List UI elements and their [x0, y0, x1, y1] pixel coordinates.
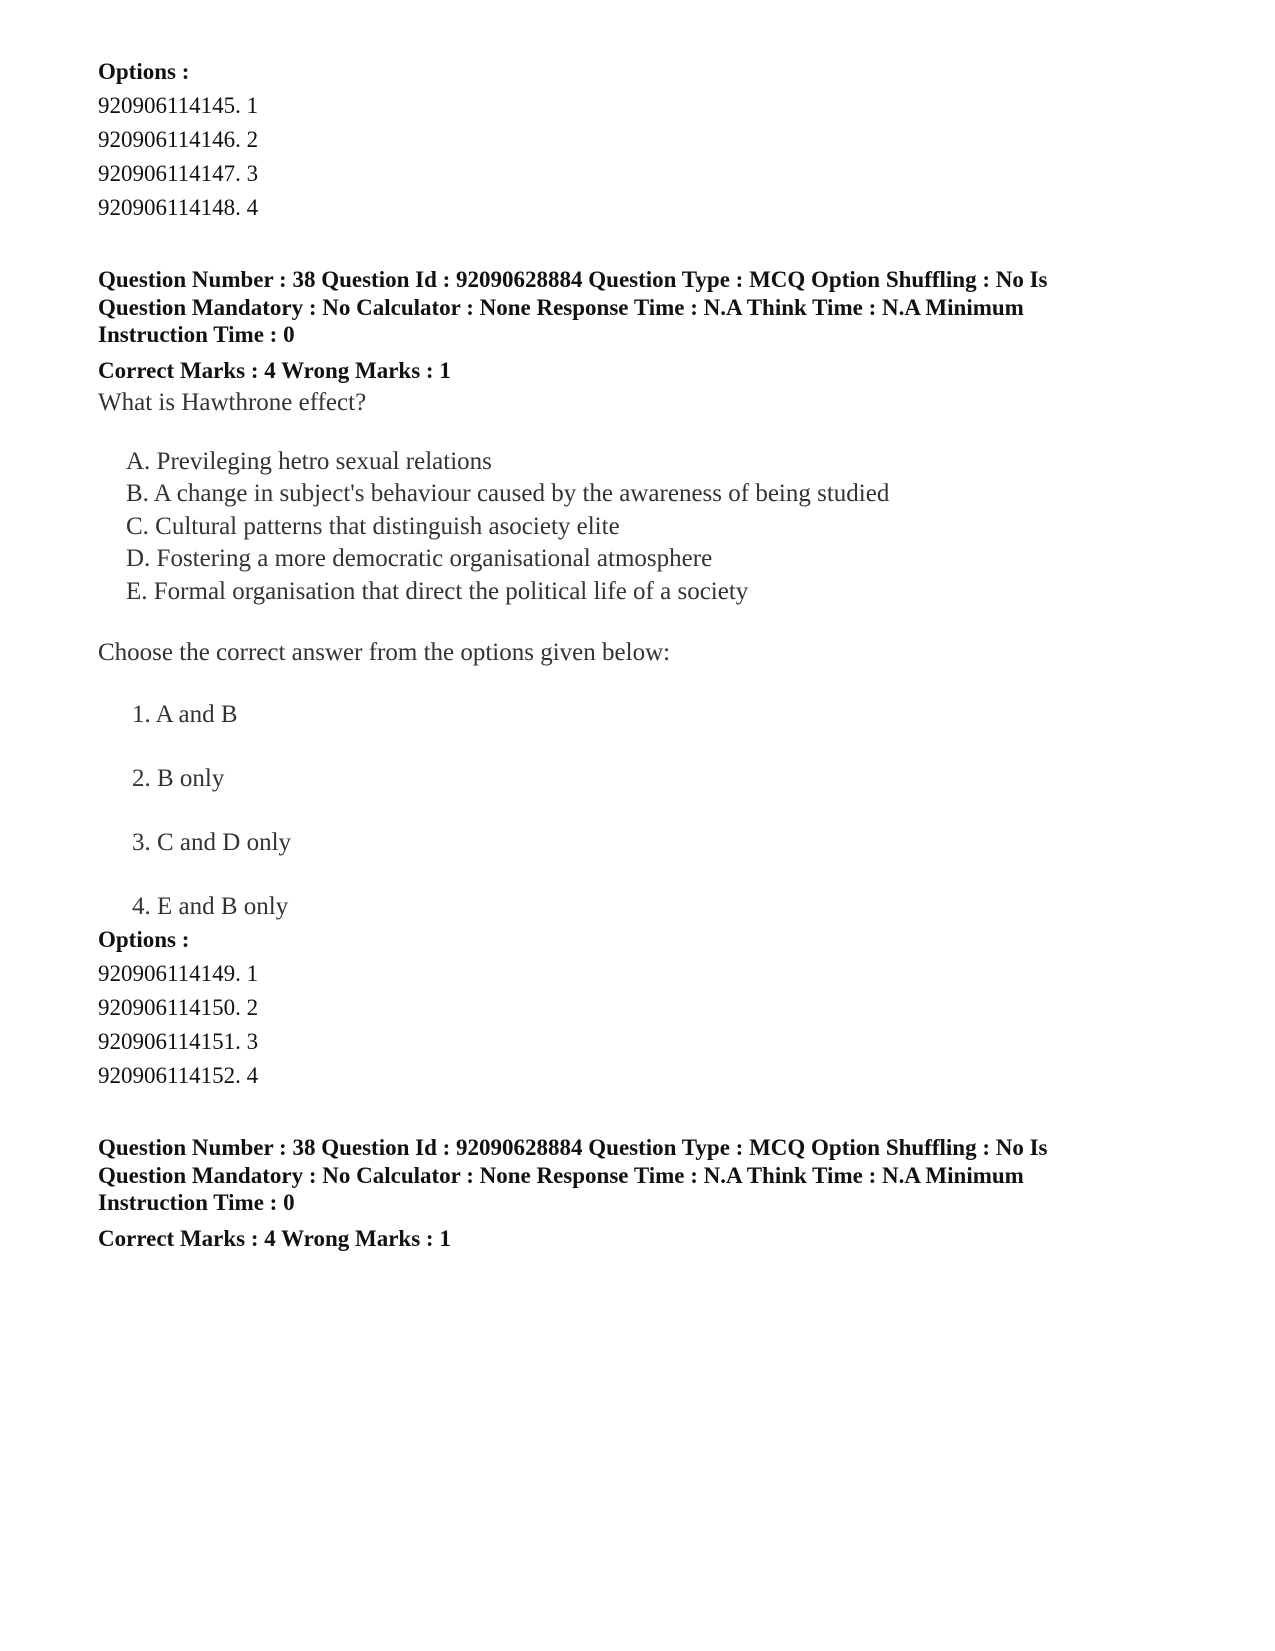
- document-page: [98, 58, 1188, 1252]
- answer-item: 1. A and B: [132, 701, 238, 728]
- option-item: 920906114145. 1: [98, 93, 259, 118]
- question-meta-line: Question Mandatory : No Calculator : None Response Time : N.A Think Time : N.A Minimum: [98, 294, 1024, 320]
- next-question-block: [98, 1134, 1188, 1252]
- statement-item: A. Previleging hetro sexual relations: [126, 447, 492, 475]
- choose-instruction: Choose the correct answer from the options given below:: [98, 639, 671, 666]
- question-marks: Correct Marks : 4 Wrong Marks : 1: [98, 1225, 451, 1251]
- options-block-bottom: [98, 926, 1188, 1093]
- statement-item: E. Formal organisation that direct the political life of a society: [126, 577, 749, 605]
- option-item: 920906114152. 4: [98, 1063, 259, 1088]
- options-label: Options :: [98, 59, 190, 84]
- question-meta-line: Question Number : 38 Question Id : 92090628884 Question Type : MCQ Option Shuffling : No Is: [98, 1135, 1048, 1160]
- answer-item: 2. B only: [132, 765, 225, 792]
- option-item: 920906114147. 3: [98, 161, 259, 186]
- question-marks: Correct Marks : 4 Wrong Marks : 1: [98, 357, 451, 383]
- statement-list: [98, 446, 1188, 609]
- options-list: [98, 957, 1188, 1093]
- statement-item: D. Fostering a more democratic organisational atmosphere: [126, 545, 713, 572]
- question-meta-line: Question Mandatory : No Calculator : None Response Time : N.A Think Time : N.A Minimum: [98, 1162, 1024, 1188]
- question-image: [98, 388, 1188, 923]
- question-meta: [98, 1134, 1188, 1217]
- statement-item: B. A change in subject's behaviour caused by the awareness of being studied: [126, 480, 890, 507]
- options-list: [98, 89, 1188, 225]
- option-item: 920906114151. 3: [98, 1029, 259, 1054]
- question-stem: What is Hawthrone effect?: [98, 388, 367, 416]
- option-item: 920906114148. 4: [98, 195, 259, 220]
- answer-item: 3. C and D only: [132, 829, 292, 856]
- statement-item: C. Cultural patterns that distinguish asociety elite: [126, 512, 620, 540]
- options-block-top: [98, 58, 1188, 225]
- option-item: 920906114146. 2: [98, 127, 259, 152]
- question-block: [98, 266, 1188, 922]
- answer-item: 4. E and B only: [132, 893, 289, 920]
- question-meta-line: Instruction Time : 0: [98, 1190, 295, 1215]
- answer-list: [98, 700, 1188, 922]
- option-item: 920906114150. 2: [98, 995, 259, 1020]
- question-meta-line: Instruction Time : 0: [98, 322, 295, 347]
- question-meta: [98, 266, 1188, 349]
- option-item: 920906114149. 1: [98, 961, 259, 986]
- question-meta-line: Question Number : 38 Question Id : 92090628884 Question Type : MCQ Option Shuffling : No Is: [98, 267, 1048, 292]
- options-label: Options :: [98, 927, 190, 952]
